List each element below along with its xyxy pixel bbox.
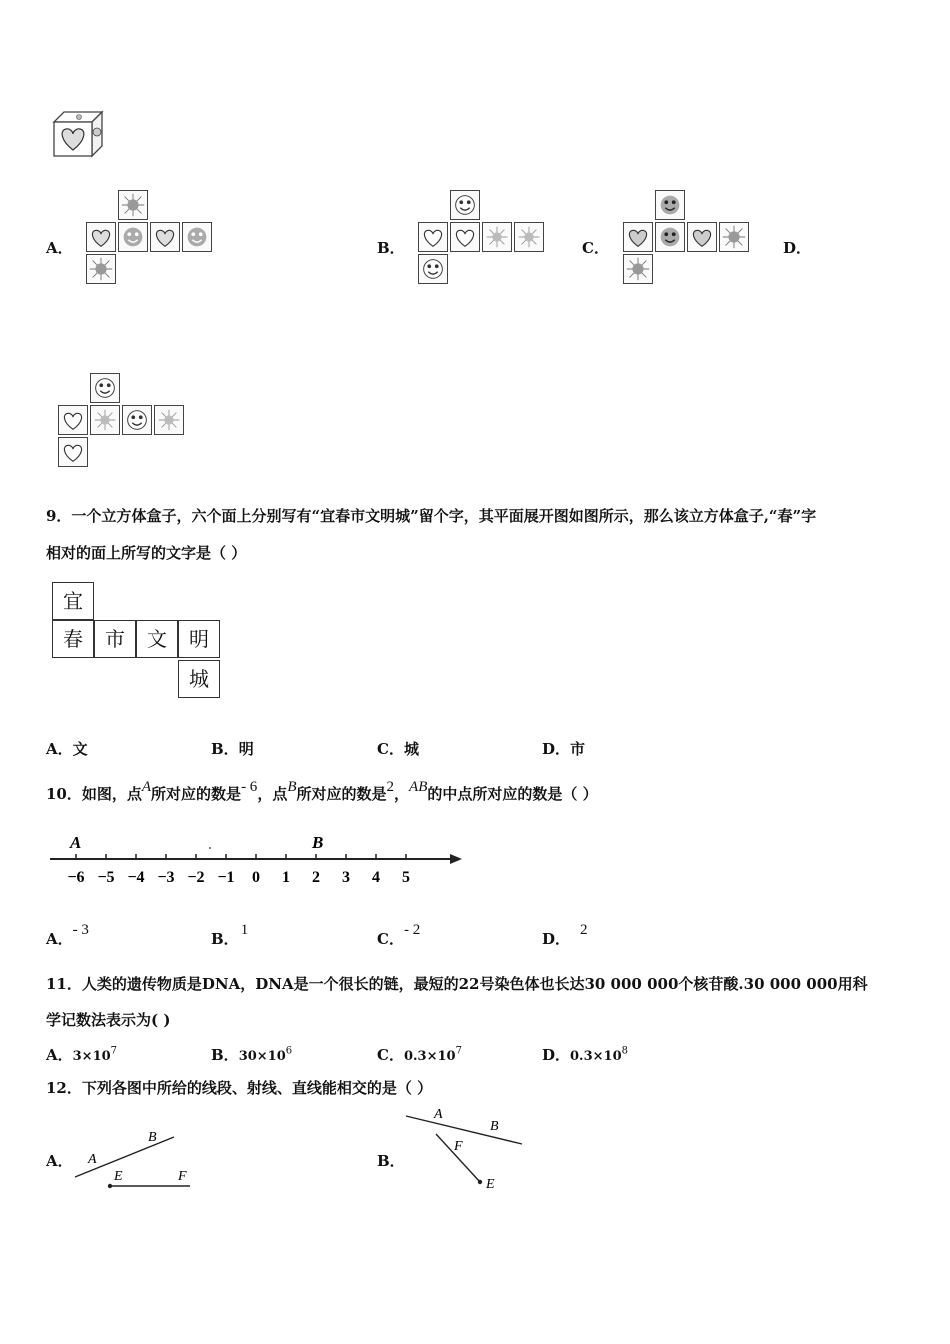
option-base: 0.3×10 — [570, 1049, 622, 1064]
sun-icon — [86, 254, 116, 284]
q12-question: 12．下列各图中所给的线段、射线、直线能相交的是（ ） — [46, 1079, 433, 1097]
heart-icon — [58, 405, 88, 435]
heart-icon — [623, 222, 653, 252]
point-label-e: E — [486, 1177, 495, 1192]
smiley-icon — [418, 254, 448, 284]
q12-figure-a — [70, 1125, 200, 1195]
net-cell-yi: 宜 — [52, 582, 94, 620]
option-label: D． — [542, 740, 571, 758]
sun-icon — [118, 190, 148, 220]
q10-question — [46, 776, 598, 813]
q10-text-4: 所对应的数是 — [296, 785, 387, 803]
tick-label: −1 — [217, 869, 235, 886]
heart-icon — [450, 222, 480, 252]
option-label: B． — [211, 1046, 239, 1064]
q11-line-1: 11．人类的遗传物质是DNA，DNA是一个很长的链，最短的22号染色体也长达30 000 000个核苷酸.30 000 000用科 — [46, 975, 868, 993]
q12-option-a-label: A． — [46, 1152, 73, 1170]
smiley-icon — [450, 190, 480, 220]
option-label: B． — [211, 740, 239, 758]
q8-option-a-label: A． — [46, 239, 73, 257]
tick-label: −5 — [97, 869, 115, 886]
tick-label: −6 — [67, 869, 85, 886]
var-a: A — [141, 779, 152, 795]
smiley-icon — [655, 190, 685, 220]
var-ab: AB — [409, 779, 428, 795]
q9-option-d — [542, 738, 585, 759]
num-b: 2 — [386, 779, 395, 795]
heart-icon — [86, 222, 116, 252]
q11-line-2: 学记数法表示为( ) — [46, 1011, 171, 1029]
heart-icon — [418, 222, 448, 252]
smiley-icon — [122, 405, 152, 435]
q10-text-6: 的中点所对应的数是（ ） — [427, 785, 598, 803]
heart-icon — [687, 222, 717, 252]
tick-label: −4 — [127, 869, 145, 886]
net-b — [418, 190, 548, 286]
q10-text-3: ，点 — [257, 785, 288, 803]
net-c — [623, 190, 753, 286]
sun-icon — [154, 405, 184, 435]
q8-option-c-label: C． — [582, 239, 609, 257]
q10-text-1: 10．如图，点 — [46, 785, 142, 803]
tick-label: 3 — [342, 869, 350, 886]
number-line — [46, 828, 466, 892]
option-label: D． — [542, 1046, 571, 1064]
option-exp: 6 — [285, 1045, 293, 1057]
q10-text-5: ， — [394, 785, 410, 803]
smiley-icon — [182, 222, 212, 252]
num-a: - 6 — [241, 779, 258, 795]
option-value: - 2 — [403, 922, 421, 938]
q10-option-d — [542, 918, 588, 948]
q10-text-2: 所对应的数是 — [151, 785, 242, 803]
sun-icon — [514, 222, 544, 252]
option-exp: 7 — [110, 1045, 118, 1057]
q8-option-d-label: D． — [783, 239, 812, 257]
option-label: A． — [46, 930, 73, 948]
axis-label-b: B — [312, 833, 324, 852]
q10-option-a — [46, 918, 89, 948]
option-label: C． — [377, 1046, 404, 1064]
q11-option-d — [542, 1044, 628, 1065]
q9-line-2: 相对的面上所写的文字是（ ） — [46, 544, 247, 562]
q11-option-a — [46, 1044, 117, 1065]
option-exp: 7 — [455, 1045, 462, 1057]
point-label-a: A — [434, 1107, 443, 1122]
smiley-icon — [90, 373, 120, 403]
net-cell-ming: 明 — [178, 620, 220, 658]
heart-icon — [58, 437, 88, 467]
option-base: 0.3×10 — [403, 1049, 456, 1064]
point-label-f: F — [454, 1139, 463, 1154]
option-label: A． — [46, 1046, 73, 1064]
tick-label: 4 — [372, 869, 380, 886]
option-label: D． — [542, 930, 571, 948]
point-label-e: E — [114, 1169, 123, 1184]
option-label: C． — [377, 740, 404, 758]
net-d — [58, 373, 188, 469]
point-label-a: A — [88, 1152, 97, 1167]
net-cell-shi: 市 — [94, 620, 136, 658]
option-value: 1 — [240, 922, 249, 938]
option-label: A． — [46, 740, 73, 758]
option-value: - 3 — [72, 922, 89, 938]
option-value: 2 — [580, 922, 588, 938]
tick-label: 2 — [312, 869, 320, 886]
q9-line-1: 9．一个立方体盒子，六个面上分别写有“宜春市文明城”留个字，其平面展开图如图所示，那么该立方体盒子,“春”字 — [46, 507, 817, 525]
q9-net-figure — [52, 582, 222, 702]
sun-icon — [719, 222, 749, 252]
tick-label: 0 — [252, 869, 260, 886]
point-label-b: B — [490, 1119, 499, 1134]
net-a — [86, 190, 216, 286]
smiley-icon — [118, 222, 148, 252]
q9-option-a — [46, 738, 88, 759]
option-value: 城 — [403, 740, 419, 758]
option-base: 3×10 — [72, 1049, 111, 1064]
q10-option-b — [211, 918, 249, 948]
tick-label: 5 — [402, 869, 410, 886]
net-cell-wen: 文 — [136, 620, 178, 658]
option-value: 明 — [238, 740, 254, 758]
q11-option-b — [211, 1044, 292, 1065]
option-value: 文 — [72, 740, 88, 758]
q9-option-b — [211, 738, 254, 759]
tick-label: −3 — [157, 869, 175, 886]
q12-option-b-label: B． — [377, 1152, 405, 1170]
option-label: C． — [377, 930, 404, 948]
q9-option-c — [377, 738, 419, 759]
net-cell-chun: 春 — [52, 620, 94, 658]
q10-option-c — [377, 918, 421, 948]
sun-icon — [90, 405, 120, 435]
tick-label: 1 — [282, 869, 290, 886]
point-label-f: F — [178, 1169, 187, 1184]
axis-label-a: A — [70, 833, 82, 852]
net-cell-cheng: 城 — [178, 660, 220, 698]
smiley-icon — [655, 222, 685, 252]
var-b: B — [287, 779, 297, 795]
q8-option-b-label: B． — [377, 239, 405, 257]
q11-option-c — [377, 1044, 462, 1065]
sun-icon — [482, 222, 512, 252]
cube-figure — [52, 110, 104, 158]
tick-label: −2 — [187, 869, 205, 886]
option-base: 30×10 — [238, 1049, 286, 1064]
sun-icon — [623, 254, 653, 284]
heart-icon — [150, 222, 180, 252]
option-exp: 8 — [621, 1045, 628, 1057]
point-label-b: B — [148, 1130, 157, 1145]
option-value: 市 — [570, 740, 586, 758]
q12-figure-b — [400, 1104, 530, 1196]
option-label: B． — [211, 930, 239, 948]
